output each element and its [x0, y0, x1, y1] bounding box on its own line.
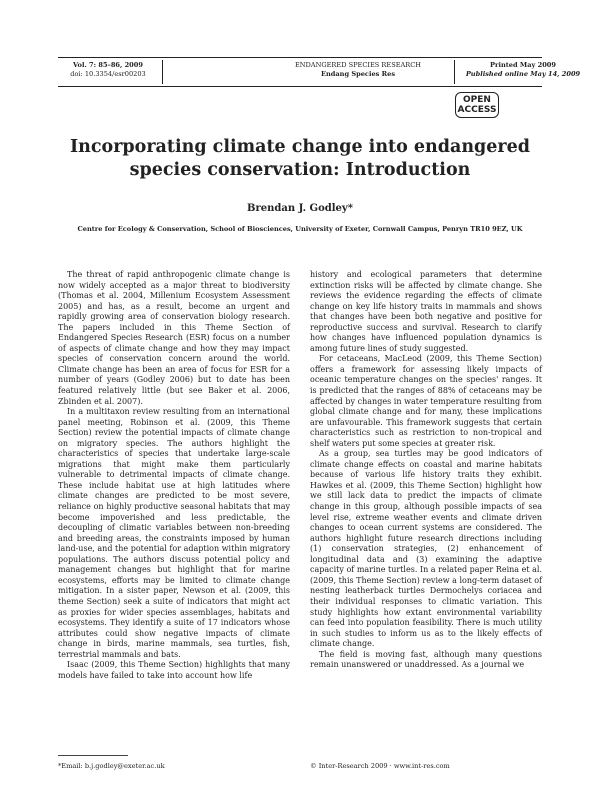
publication-dates [463, 61, 583, 78]
right-column [310, 270, 542, 671]
paragraph: Isaac (2009, this Theme Section) highlights that many models have failed to take into account how life [58, 660, 290, 680]
open-access-line1: OPEN [463, 95, 491, 105]
author-name: Brendan J. Godley* [247, 203, 353, 214]
title-line-1: Incorporating climate change into endangered [69, 137, 531, 157]
paragraph: As a group, sea turtles may be good indicators of climate change effects on coastal and marine habitats because of various life history traits they exhibit. Hawkes et al. (2009, this Theme Section) highlight how we still lack data to predict the impacts of climate change in this group, although possible impacts of sea level rise, extreme weather events and climate driven changes to ocean current systems are considered. The authors highlight future research directions including (1) conservation strategies, (2) enhancement of longitudinal data and (3) examining the adaptive capacity of marine turtles. In a related paper Reina et al. (2009, this Theme Section) review a long-term dataset of nesting leatherback turtles Dermochelys coriacea and their individual responses to climatic variation. This study highlights how extant environmental variability can feed into population feasibility. There is much utility in such studies to inform us as to the likely effects of climate change. [310, 449, 542, 649]
printed-date: Printed May 2009 [490, 61, 556, 69]
title-line-2: species conservation: Introduction [129, 160, 471, 180]
copyright-notice: © Inter-Research 2009 · www.int-res.com [310, 762, 450, 770]
left-column [58, 270, 290, 681]
footnote-rule [58, 755, 128, 756]
online-date: Published online May 14, 2009 [465, 69, 581, 78]
header-divider-right [454, 60, 455, 84]
footnote-email: *Email: b.j.godley@exeter.ac.uk [58, 762, 165, 770]
paragraph: The field is moving fast, although many questions remain unanswered or unaddressed. As a journal we [310, 649, 542, 670]
author-affiliation: Centre for Ecology & Conservation, School of Biosciences, University of Exeter, Cornwall Campus, Penryn TR10 9EZ, UK [77, 225, 523, 233]
journal-abbreviation: Endang Species Res [320, 69, 396, 78]
doi-text: doi: 10.3354/esr00203 [70, 69, 146, 78]
open-access-badge [455, 92, 499, 118]
volume-info [62, 61, 154, 78]
journal-name: ENDANGERED SPECIES RESEARCH [294, 61, 422, 69]
article-title [60, 136, 540, 182]
journal-header [58, 57, 581, 87]
paragraph: In a multitaxon review resulting from an international panel meeting, Robinson et al. (2009, this Theme Section) review the potential impacts of climate change on migratory species. The authors highlight the characteristics of species that undertake large-scale migrations that might make them particularly vulnerable to detrimental impacts of climate change. These include habitat use at high latitudes where climate changes are predicted to be most severe, reliance on highly productive seasonal habitats that may become impoverished and less predictable, the decoupling of climatic variables between non-breeding and breeding areas, the constraints imposed by human land-use, and the potential for adaption within migratory populations. The authors discuss potential policy and management changes but highlight that for marine ecosystems, efforts may be limited to climate change mitigation. In a sister paper, Newson et al. (2009, this theme Section) seek a suite of indicators that might act as proxies for wider species assemblages, habitats and ecosystems. They identify a suite of 17 indicators whose attributes could show negative impacts of climate change in birds, marine mammals, sea turtles, fish, terrestrial mammals and bats. [58, 407, 290, 659]
paragraph: For cetaceans, MacLeod (2009, this Theme Section) offers a framework for assessing likely impacts of oceanic temperature changes on the species' ranges. It is predicted that the ranges of 88% of cetaceans may be affected by changes in water temperature resulting from global climate change and for many, these implications are unfavourable. This framework suggests that certain characteristics such as restriction to non-tropical and shelf waters put some species at greater risk. [310, 354, 542, 448]
paragraph: The threat of rapid anthropogenic climate change is now widely accepted as a major threat to biodiversity (Thomas et al. 2004, Millenium Ecosystem Assessment 2005) and has, as a result, become an urgent and rapidly growing area of conservation biology research. The papers included in this Theme Section of Endangered Species Research (ESR) focus on a number of aspects of climate change and how they may impact species of conservation concern around the world. Climate change has been an area of focus for ESR for a number of years (Godley 2006) but to date has been featured relatively little (but see Baker et al. 2006, Zbinden et al. 2007). [58, 270, 290, 406]
volume-text: Vol. 7: 85–86, 2009 [73, 61, 143, 69]
header-divider-left [162, 60, 163, 84]
open-access-line2: ACCESS [457, 105, 497, 115]
paragraph: history and ecological parameters that determine extinction risks will be affected by climate change. She reviews the evidence regarding the effects of climate change on key life history traits in mammals and shows that changes have been both negative and positive for reproductive success and survival. Research to clarify how changes have influenced population dynamics is among future lines of study suggested. [310, 270, 542, 353]
journal-info [268, 61, 448, 78]
